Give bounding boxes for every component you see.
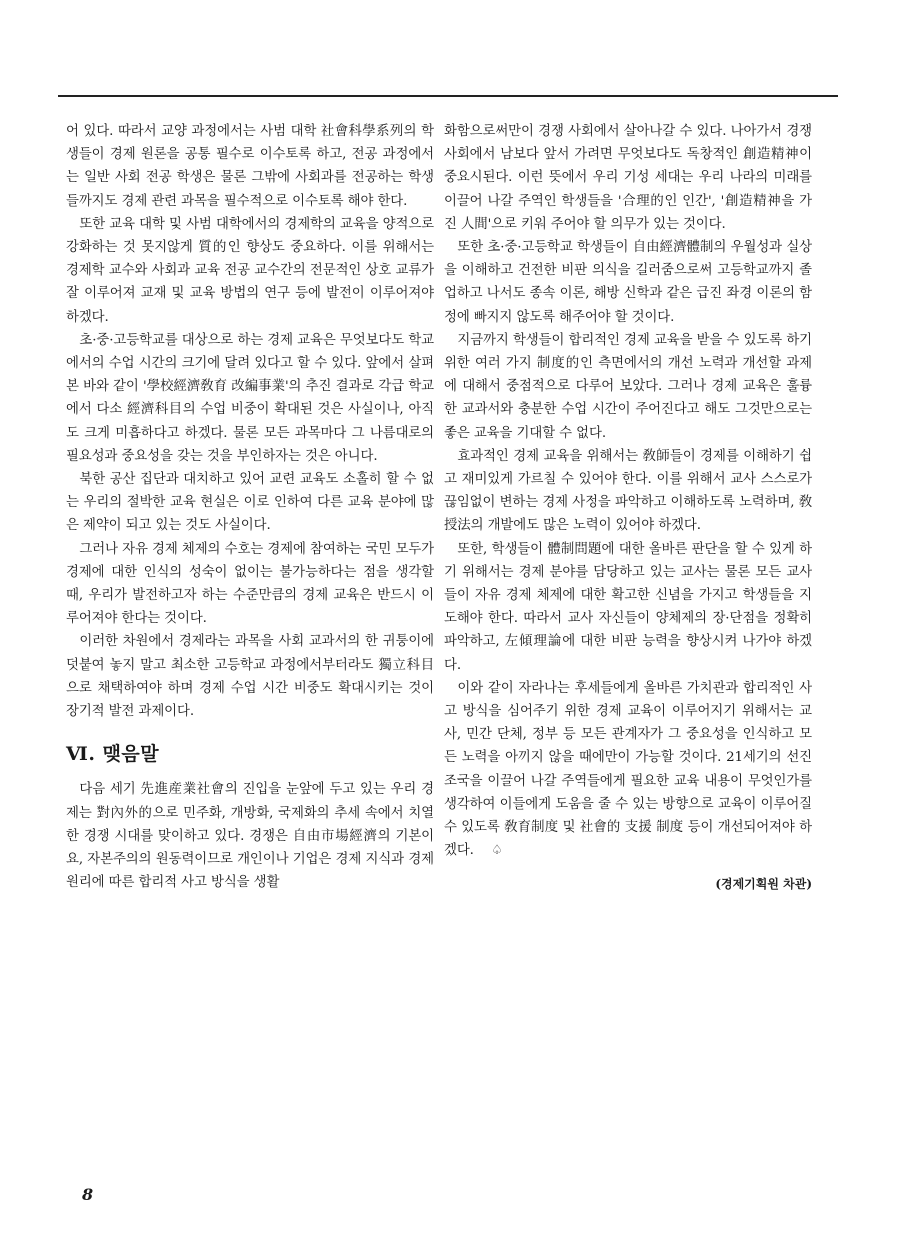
top-rule — [58, 95, 838, 97]
paragraph: 또한, 학생들이 體制問題에 대한 올바른 판단을 할 수 있게 하기 위해서는 경제 분야를 담당하고 있는 교사는 물론 모든 교사들이 자유 경제 체제에 대한 확고한 신념을 가지고 학생들을 지도해야 한다. 따라서 교사 자신들이 양체제의 장·단점을 정확히 파악하고, 左傾理論에 대한 비판 능력을 향상시켜 나가야 하겠다. — [444, 541, 812, 673]
paragraph: 그러나 자유 경제 체제의 수호는 경제에 참여하는 국민 모두가 경제에 대한 인식의 성숙이 없이는 불가능하다는 점을 생각할 때, 우리가 발전하고자 하는 수준만큼의 경제 교육은 반드시 이루어져야 한다는 것이다. — [66, 541, 434, 627]
paragraph-text: 이와 같이 자라나는 후세들에게 올바른 가치관과 합리적인 사고 방식을 심어주기 위한 경제 교육이 이루어지기 위해서는 교사, 민간 단체, 정부 등 모든 관계자가 그 중요성을 인식하고 모든 노력을 아끼지 않을 때에만이 가능할 것이다. 21세기의 선진 조국을 이끌어 나갈 주역들에게 필요한 교육 내용이 무엇인가를 생각하여 이들에게 도움을 줄 수 있는 방향으로 교육이 이루어질 수 있도록 敎育制度 및 社會的 支援 制度 등이 개선되어져야 하겠다. — [444, 680, 812, 859]
end-mark-icon: ♤ — [491, 843, 503, 859]
author-credit: (경제기획원 차관) — [715, 876, 812, 891]
left-column — [66, 120, 434, 895]
paragraph: 화함으로써만이 경쟁 사회에서 살아나갈 수 있다. 나아가서 경쟁 사회에서 남보다 앞서 가려면 무엇보다도 독창적인 創造精神이 중요시된다. 이런 뜻에서 우리 기성 세대는 우리 나라의 미래를 이끌어 나갈 주역인 학생들을 '合理的인 인간', '創造精神을 가진 人間'으로 키워 주어야 할 의무가 있는 것이다. — [444, 124, 812, 232]
paragraph: 어 있다. 따라서 교양 과정에서는 사범 대학 社會科學系列의 학생들이 경제 원론을 공통 필수로 이수토록 하고, 전공 과정에서는 일반 사회 전공 학생은 물론 그밖에 사회과를 전공하는 학생들까지도 경제 관련 과목을 필수적으로 이수토록 해야 한다. — [66, 124, 434, 209]
right-column — [444, 120, 812, 896]
paragraph — [444, 677, 812, 863]
paragraph: 북한 공산 집단과 대치하고 있어 교련 교육도 소홀히 할 수 없는 우리의 절박한 교육 현실은 이로 인하여 다른 교육 분야에 많은 제약이 되고 있는 것도 사실이다. — [66, 472, 434, 534]
paragraph: 지금까지 학생들이 합리적인 경제 교육을 받을 수 있도록 하기 위한 여러 가지 制度的인 측면에서의 개선 노력과 개선할 과제에 대해서 중점적으로 다루어 보았다. 그러나 경제 교육은 훌륭한 교과서와 충분한 수업 시간이 주어진다고 해도 그것만으로는 좋은 교육을 기대할 수 없다. — [444, 332, 812, 441]
paragraph: 초·중·고등학교를 대상으로 하는 경제 교육은 무엇보다도 학교에서의 수업 시간의 크기에 달려 있다고 할 수 있다. 앞에서 살펴본 바와 같이 '學校經濟敎育 改編事業'의 추진 결과로 각급 학교에서 다소 經濟科目의 수업 비중이 확대된 것은 사실이나, 아직도 크게 미흡하다고 하겠다. 물론 모든 과목마다 그 나름대로의 필요성과 중요성을 갖는 것을 부인하자는 것은 아니다. — [66, 332, 434, 464]
paragraph: 다음 세기 先進産業社會의 진입을 눈앞에 두고 있는 우리 경제는 對內外的으로 민주화, 개방화, 국제화의 추세 속에서 치열한 경쟁 시대를 맞이하고 있다. 경쟁은 自由市場經濟의 기본이요, 자본주의의 원동력이므로 개인이나 기업은 경제 지식과 경제 원리에 따른 합리적 사고 방식을 생활 — [66, 782, 434, 891]
paragraph: 또한 초·중·고등학교 학생들이 自由經濟體制의 우월성과 실상을 이해하고 건전한 비판 의식을 길러줌으로써 고등학교까지 졸업하고 나서도 종속 이론, 해방 신학과 같은 급진 좌경 이론의 함정에 빠지지 않도록 해주어야 할 것이다. — [444, 240, 812, 325]
page-number: 8 — [82, 1185, 94, 1204]
section-heading: Ⅵ. 맺음말 — [66, 743, 160, 766]
paragraph: 또한 교육 대학 및 사범 대학에서의 경제학의 교육을 양적으로 강화하는 것 못지않게 質的인 향상도 중요하다. 이를 위해서는 경제학 교수와 사회과 교육 전공 교수간의 전문적인 상호 교류가 잘 이루어져 교재 및 교육 방법의 연구 등에 발전이 이루어져야 하겠다. — [66, 216, 434, 325]
paragraph: 이러한 차원에서 경제라는 과목을 사회 교과서의 한 귀퉁이에 덧붙여 놓지 말고 최소한 고등학교 과정에서부터라도 獨立科目으로 채택하여야 하며 경제 수업 시간 비중도 확대시키는 것이 장기적 발전 과제이다. — [66, 634, 434, 720]
paragraph: 효과적인 경제 교육을 위해서는 敎師들이 경제를 이해하기 쉽고 재미있게 가르칠 수 있어야 한다. 이를 위해서 교사 스스로가 끊임없이 변하는 경제 사정을 파악하고 이해하도록 노력하며, 敎授法의 개발에도 많은 노력이 있어야 하겠다. — [444, 448, 812, 534]
